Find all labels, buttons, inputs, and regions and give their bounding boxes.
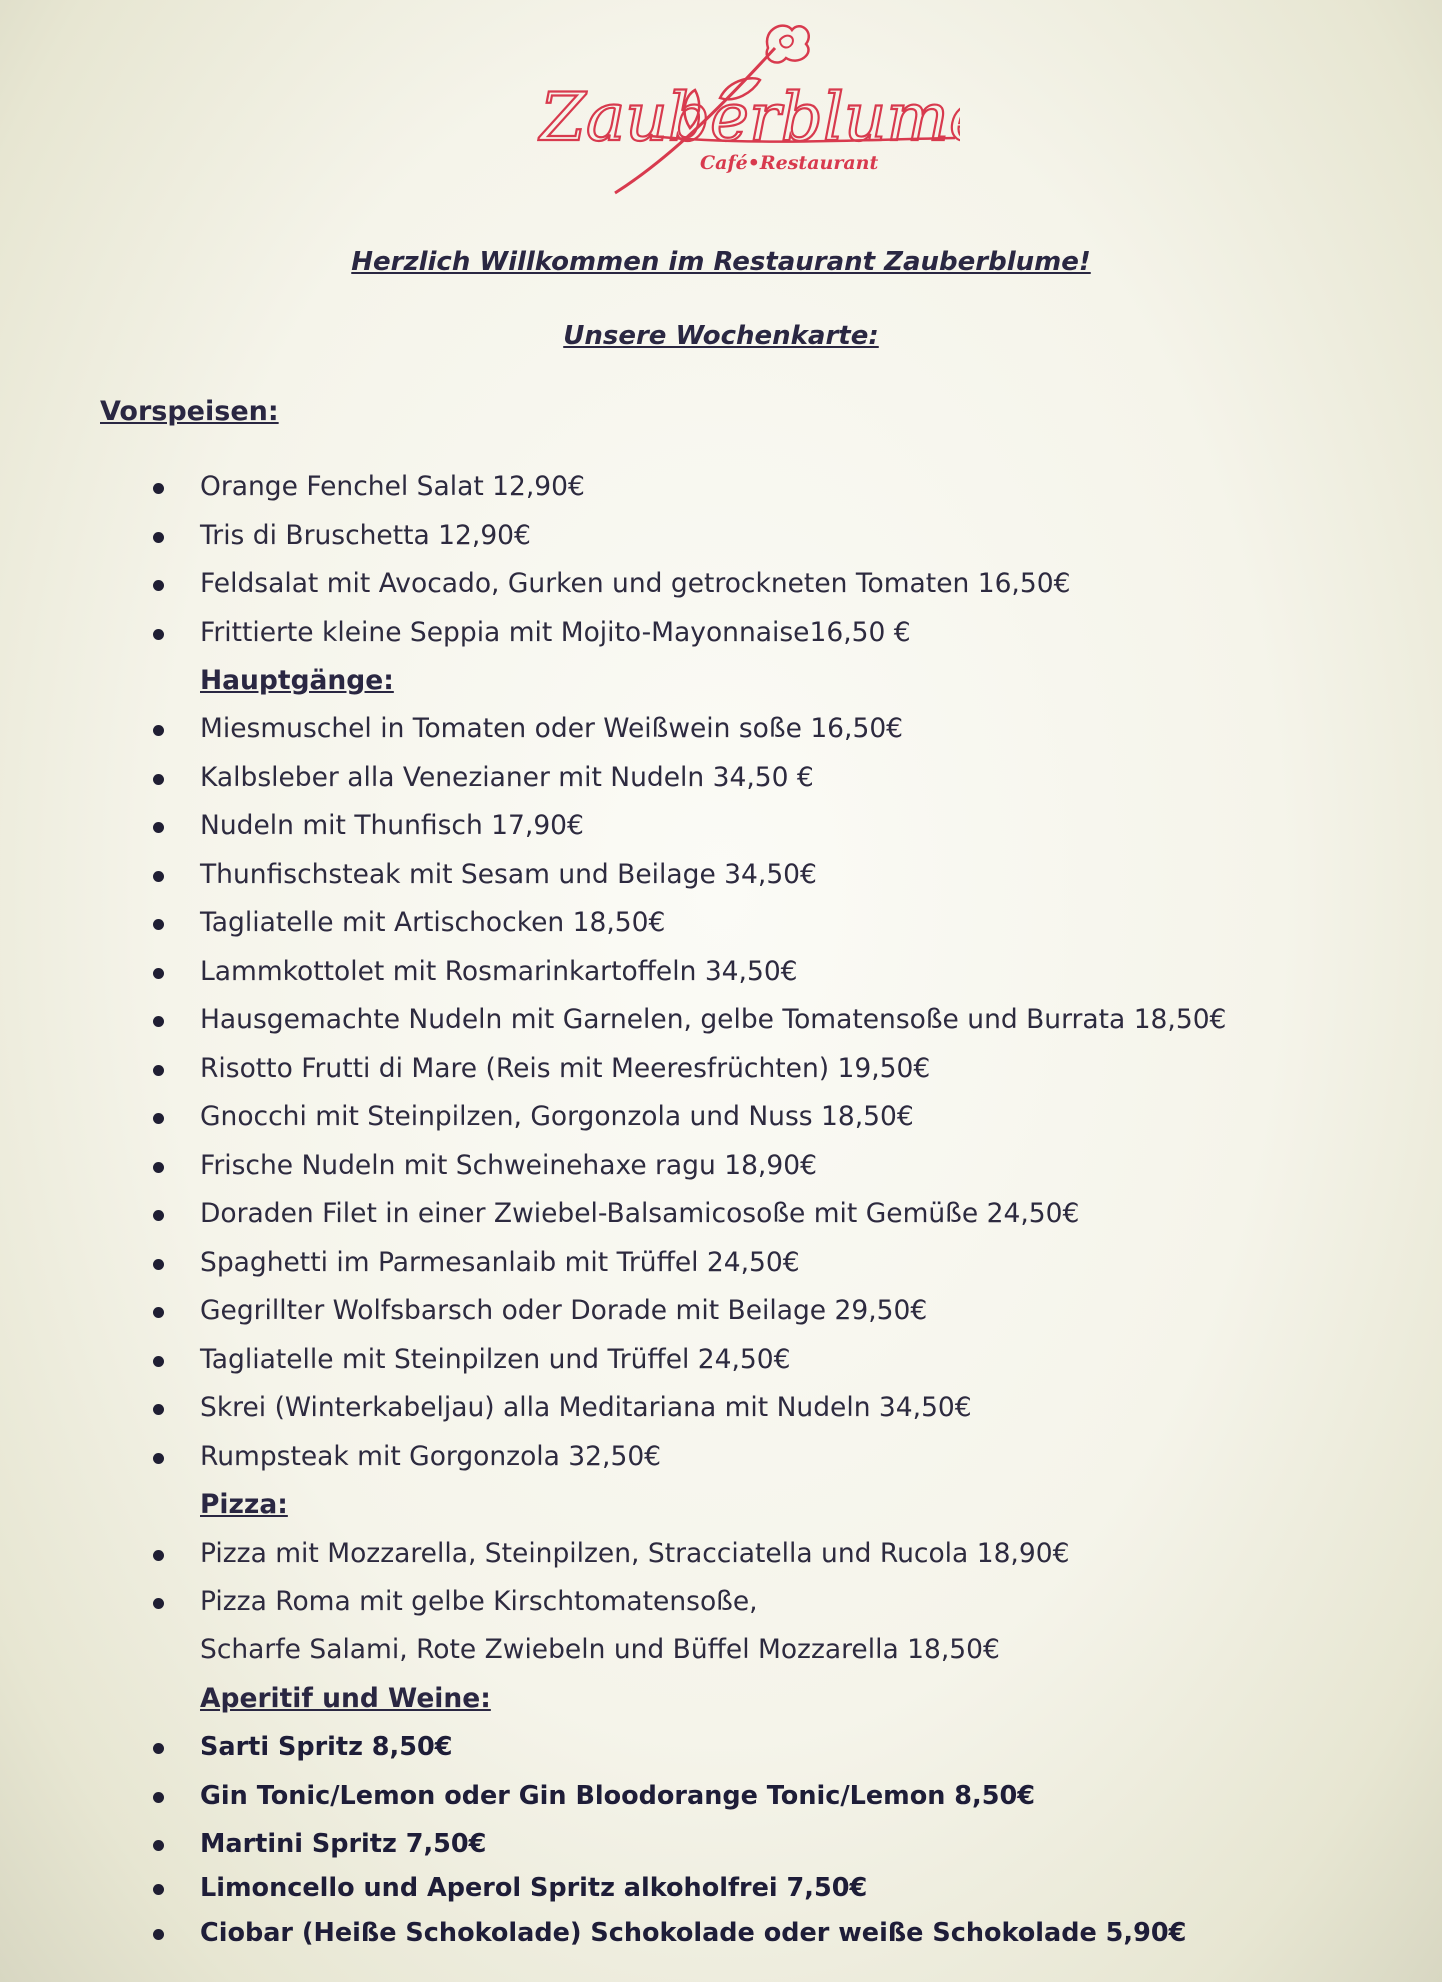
bullet: [153, 1840, 164, 1851]
menu-item: Pizza Roma mit gelbe Kirschtomatensoße,: [200, 1586, 758, 1617]
bullet: [153, 1929, 164, 1940]
bullet: [153, 1113, 164, 1124]
bullet: [153, 483, 164, 494]
menu-item: Gin Tonic/Lemon oder Gin Bloodorange Tonic/Lemon 8,50€: [200, 1781, 1035, 1811]
bullet: [153, 1210, 164, 1221]
section-title-pizza: Pizza:: [200, 1489, 288, 1520]
bullet: [153, 1550, 164, 1561]
menu-item: Martini Spritz 7,50€: [200, 1829, 487, 1859]
bullet: [153, 968, 164, 979]
menu-item: Gegrillter Wolfsbarsch oder Dorade mit Beilage 29,50€: [200, 1295, 928, 1326]
weekly-menu-title: Unsere Wochenkarte:: [563, 321, 879, 351]
menu-item: Frische Nudeln mit Schweinehaxe ragu 18,90€: [200, 1150, 817, 1181]
welcome-heading: Herzlich Willkommen im Restaurant Zauberblume!: [351, 247, 1091, 277]
menu-item: Doraden Filet in einer Zwiebel-Balsamicosoße mit Gemüße 24,50€: [200, 1198, 1080, 1229]
menu-item: Rumpsteak mit Gorgonzola 32,50€: [200, 1441, 662, 1472]
menu-item: Nudeln mit Thunfisch 17,90€: [200, 810, 584, 841]
bullet: [153, 1598, 164, 1609]
section-title-hauptgaenge: Hauptgänge:: [200, 665, 394, 696]
bullet: [153, 822, 164, 833]
menu-item: Frittierte kleine Seppia mit Mojito-Mayonnaise16,50 €: [200, 617, 911, 648]
bullet: [153, 1259, 164, 1270]
menu-item: Miesmuschel in Tomaten oder Weißwein soße 16,50€: [200, 713, 904, 744]
menu-item: Pizza mit Mozzarella, Steinpilzen, Stracciatella und Rucola 18,90€: [200, 1538, 1070, 1569]
section-title-vorspeisen: Vorspeisen:: [100, 396, 279, 427]
svg-text:Café•Restaurant: Café•Restaurant: [700, 152, 879, 174]
bullet: [153, 1743, 164, 1754]
bullet: [153, 774, 164, 785]
menu-item: Tris di Bruschetta 12,90€: [200, 520, 531, 551]
restaurant-logo: [530, 18, 960, 208]
menu-item: Risotto Frutti di Mare (Reis mit Meeresfrüchten) 19,50€: [200, 1053, 931, 1084]
bullet: [153, 1356, 164, 1367]
bullet: [153, 1162, 164, 1173]
svg-text:Zauberblume: Zauberblume: [540, 79, 960, 156]
menu-item: Skrei (Winterkabeljau) alla Meditariana mit Nudeln 34,50€: [200, 1392, 972, 1423]
bullet: [153, 919, 164, 930]
rose-logo-icon: [530, 18, 960, 208]
bullet: [153, 532, 164, 543]
bullet: [153, 1065, 164, 1076]
bullet: [153, 1307, 164, 1318]
menu-item: Hausgemachte Nudeln mit Garnelen, gelbe Tomatensoße und Burrata 18,50€: [200, 1004, 1227, 1035]
bullet: [153, 580, 164, 591]
menu-item: Orange Fenchel Salat 12,90€: [200, 471, 585, 502]
bullet: [153, 725, 164, 736]
section-title-aperitif: Aperitif und Weine:: [200, 1683, 491, 1714]
menu-item: Lammkottolet mit Rosmarinkartoffeln 34,50€: [200, 956, 798, 987]
menu-item: Feldsalat mit Avocado, Gurken und getrockneten Tomaten 16,50€: [200, 568, 1071, 599]
menu-item: Tagliatelle mit Artischocken 18,50€: [200, 907, 666, 938]
menu-item: Limoncello und Aperol Spritz alkoholfrei 7,50€: [200, 1873, 868, 1903]
bullet: [153, 1453, 164, 1464]
menu-item-continuation: Scharfe Salami, Rote Zwiebeln und Büffel Mozzarella 18,50€: [200, 1634, 1000, 1665]
menu-item: Thunfischsteak mit Sesam und Beilage 34,50€: [200, 859, 817, 890]
menu-item: Gnocchi mit Steinpilzen, Gorgonzola und Nuss 18,50€: [200, 1101, 914, 1132]
bullet: [153, 1884, 164, 1895]
menu-item: Spaghetti im Parmesanlaib mit Trüffel 24,50€: [200, 1247, 800, 1278]
bullet: [153, 871, 164, 882]
menu-item: Ciobar (Heiße Schokolade) Schokolade oder weiße Schokolade 5,90€: [200, 1918, 1187, 1948]
bullet: [153, 1404, 164, 1415]
bullet: [153, 1016, 164, 1027]
menu-item: Sarti Spritz 8,50€: [200, 1732, 453, 1762]
bullet: [153, 1792, 164, 1803]
menu-item: Kalbsleber alla Venezianer mit Nudeln 34,50 €: [200, 762, 814, 793]
bullet: [153, 629, 164, 640]
menu-item: Tagliatelle mit Steinpilzen und Trüffel 24,50€: [200, 1344, 791, 1375]
